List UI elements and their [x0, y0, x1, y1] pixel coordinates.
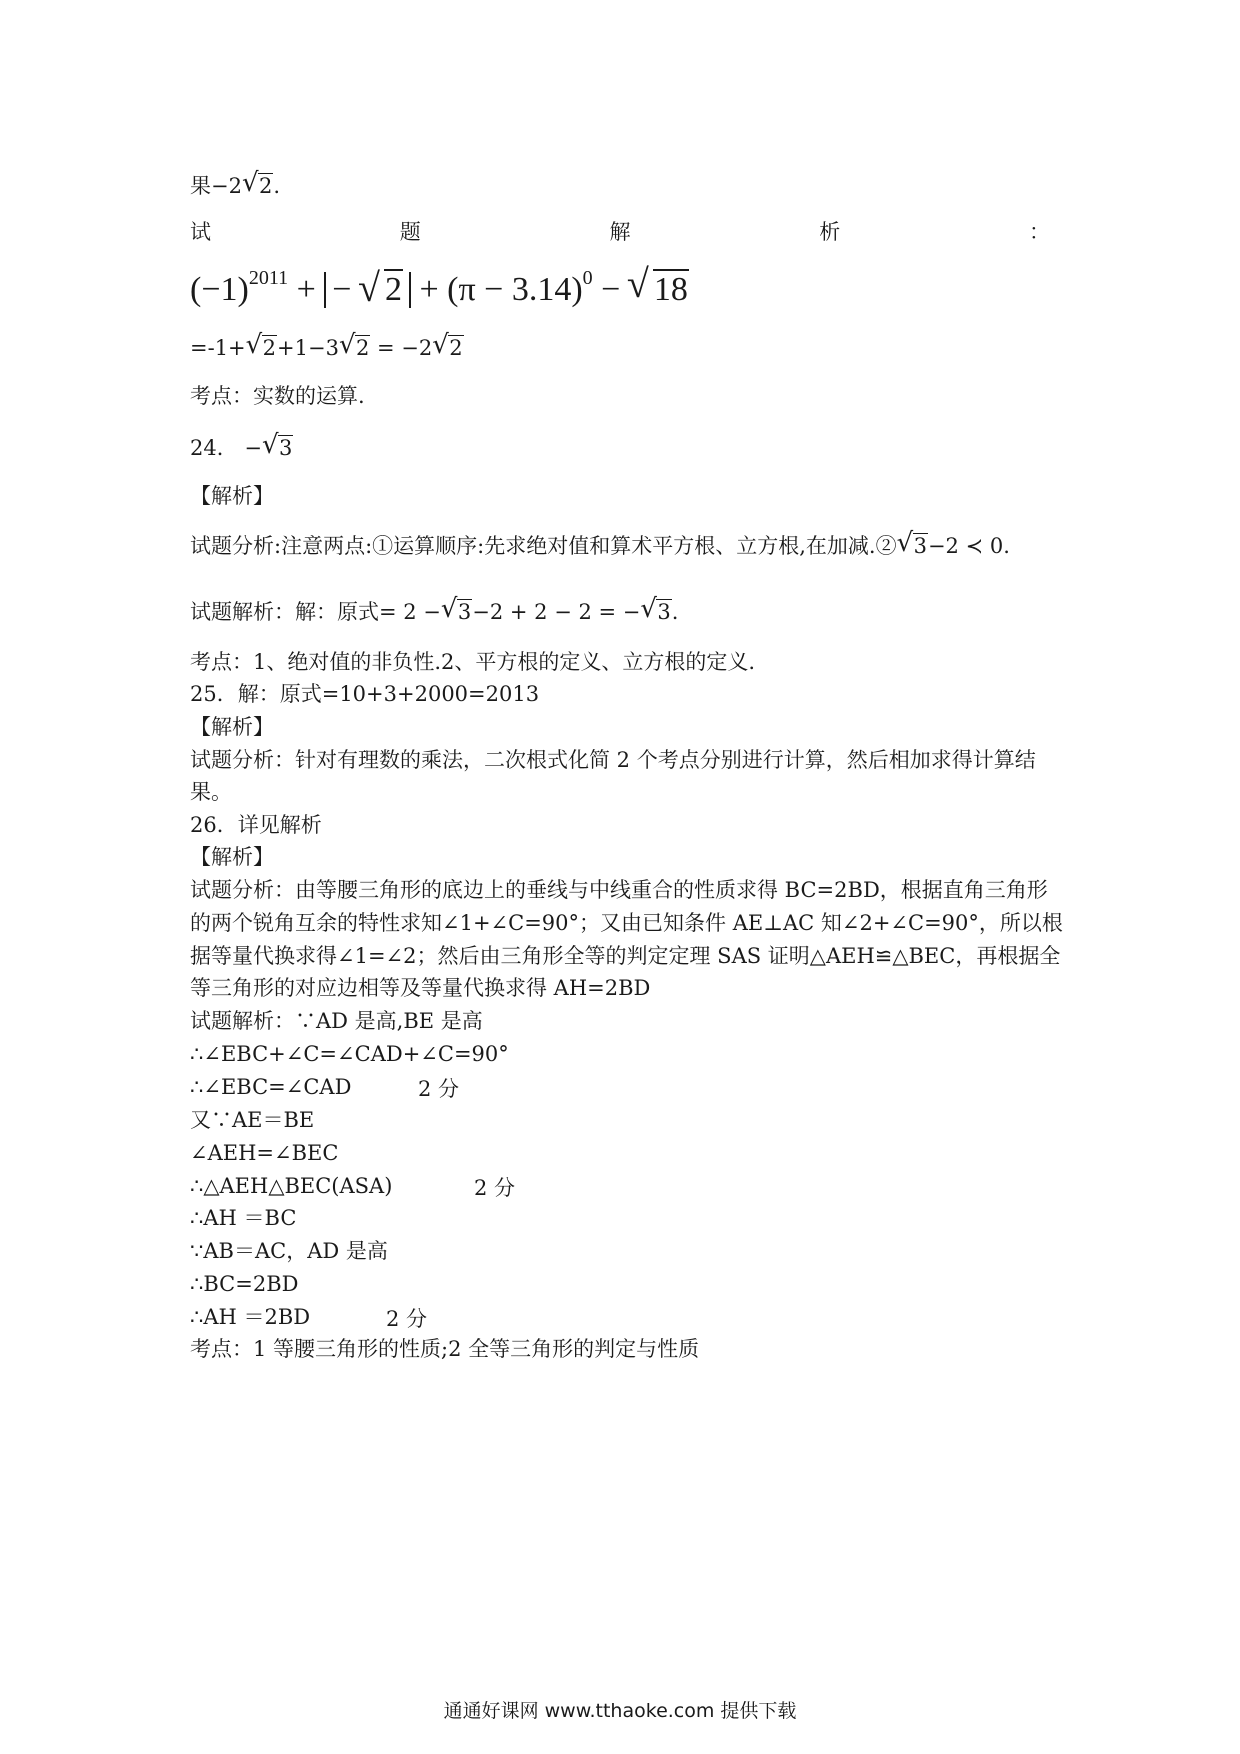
solution-step: ∴BC=2BD: [190, 1272, 299, 1296]
kaodian-26: 考点：1 等腰三角形的性质;2 全等三角形的判定与性质: [190, 1337, 700, 1361]
analysis-heading: 试 题 解 析 ：: [190, 220, 1050, 244]
solution-step: 又∵AE＝BE: [190, 1108, 315, 1132]
question-26-analysis-line: 试题分析：由等腰三角形的底边上的垂线与中线重合的性质求得 BC=2BD，根据直角三角形: [190, 878, 1048, 902]
question-26-answer: 26．详见解析: [190, 813, 322, 837]
jiexi-tag-25: 【解析】: [190, 715, 274, 739]
solution-step: ∴∠EBC=∠CAD: [190, 1075, 352, 1099]
question-25-analysis: 试题分析：针对有理数的乘法，二次根式化简 2 个考点分别进行计算，然后相加求得计算结: [190, 748, 1036, 772]
sqrt-symbol: √ 2: [362, 272, 403, 308]
sqrt-symbol: √ 3: [899, 532, 928, 560]
kaodian-24: 考点：1、绝对值的非负性.2、平方根的定义、立方根的定义.: [190, 650, 756, 674]
question-26-analysis-line: 等三角形的对应边相等及等量代换求得 AH=2BD: [190, 976, 651, 1000]
solution-step: ∵AB＝AC，AD 是高: [190, 1239, 388, 1263]
jiexi-tag-26: 【解析】: [190, 845, 274, 869]
sqrt-symbol: √ 2: [248, 334, 277, 362]
question-26-analysis-line: 的两个锐角互余的特性求知∠1+∠C=90°；又由已知条件 AE⊥AC 知∠2+∠C=90°，所以根: [190, 911, 1063, 935]
question-24-solution: 试题解析：解：原式= 2 −√ 3−2 + 2 − 2 = −√ 3.: [190, 598, 678, 626]
previous-result: 果−2√ 2.: [190, 172, 280, 200]
solution-step: ∴AH ＝BC: [190, 1206, 297, 1230]
score-mark: 2 分: [386, 1307, 428, 1331]
question-26-analysis-line: 据等量代换求得∠1=∠2；然后由三角形全等的判定定理 SAS 证明△AEH≌△BEC，再根据全: [190, 944, 1061, 968]
sqrt-symbol: √ 2: [341, 334, 370, 362]
sqrt-symbol: √ 2: [244, 172, 273, 200]
question-24-analysis: 试题分析:注意两点:①运算顺序:先求绝对值和算术平方根、立方根,在加减.②√ 3−2 ≺ 0.: [190, 532, 1010, 560]
score-mark: 2 分: [474, 1176, 516, 1200]
sqrt-symbol: √ 3: [264, 434, 293, 462]
solution-step: ∴△AEH△BEC(ASA): [190, 1174, 393, 1198]
jiexi-tag-24: 【解析】: [190, 484, 274, 508]
formula-expression: $(-1)^{2011}$ + − √ $2 + (\pi - 3.14)^0$ − √ 18: [190, 256, 689, 312]
solution-step: 试题解析：∵AD 是高,BE 是高: [190, 1009, 483, 1033]
absolute-value: − √ 2: [324, 272, 411, 308]
score-mark: 2 分: [418, 1077, 460, 1101]
solution-step: ∴AH ＝2BD: [190, 1305, 311, 1329]
sqrt-symbol: √ 18: [631, 268, 689, 312]
formula-evaluation: =-1+√ 2+1−3√ 2 = −2√ 2: [190, 334, 464, 362]
footer-credit: 通通好课网 www.tthaoke.com 提供下载: [443, 1700, 797, 1722]
question-25-answer: 25．解：原式=10+3+2000=2013: [190, 682, 540, 706]
solution-step: ∠AEH=∠BEC: [190, 1141, 339, 1165]
sqrt-symbol: √ 3: [642, 598, 671, 626]
sqrt-symbol: √ 3: [443, 598, 472, 626]
solution-step: ∴∠EBC+∠C=∠CAD+∠C=90°: [190, 1042, 509, 1066]
question-25-analysis-cont: 果。: [190, 780, 232, 804]
sqrt-symbol: √ 2: [434, 334, 463, 362]
question-24-answer: 24． −√ 3: [190, 434, 293, 462]
kaodian-23: 考点：实数的运算.: [190, 384, 365, 408]
